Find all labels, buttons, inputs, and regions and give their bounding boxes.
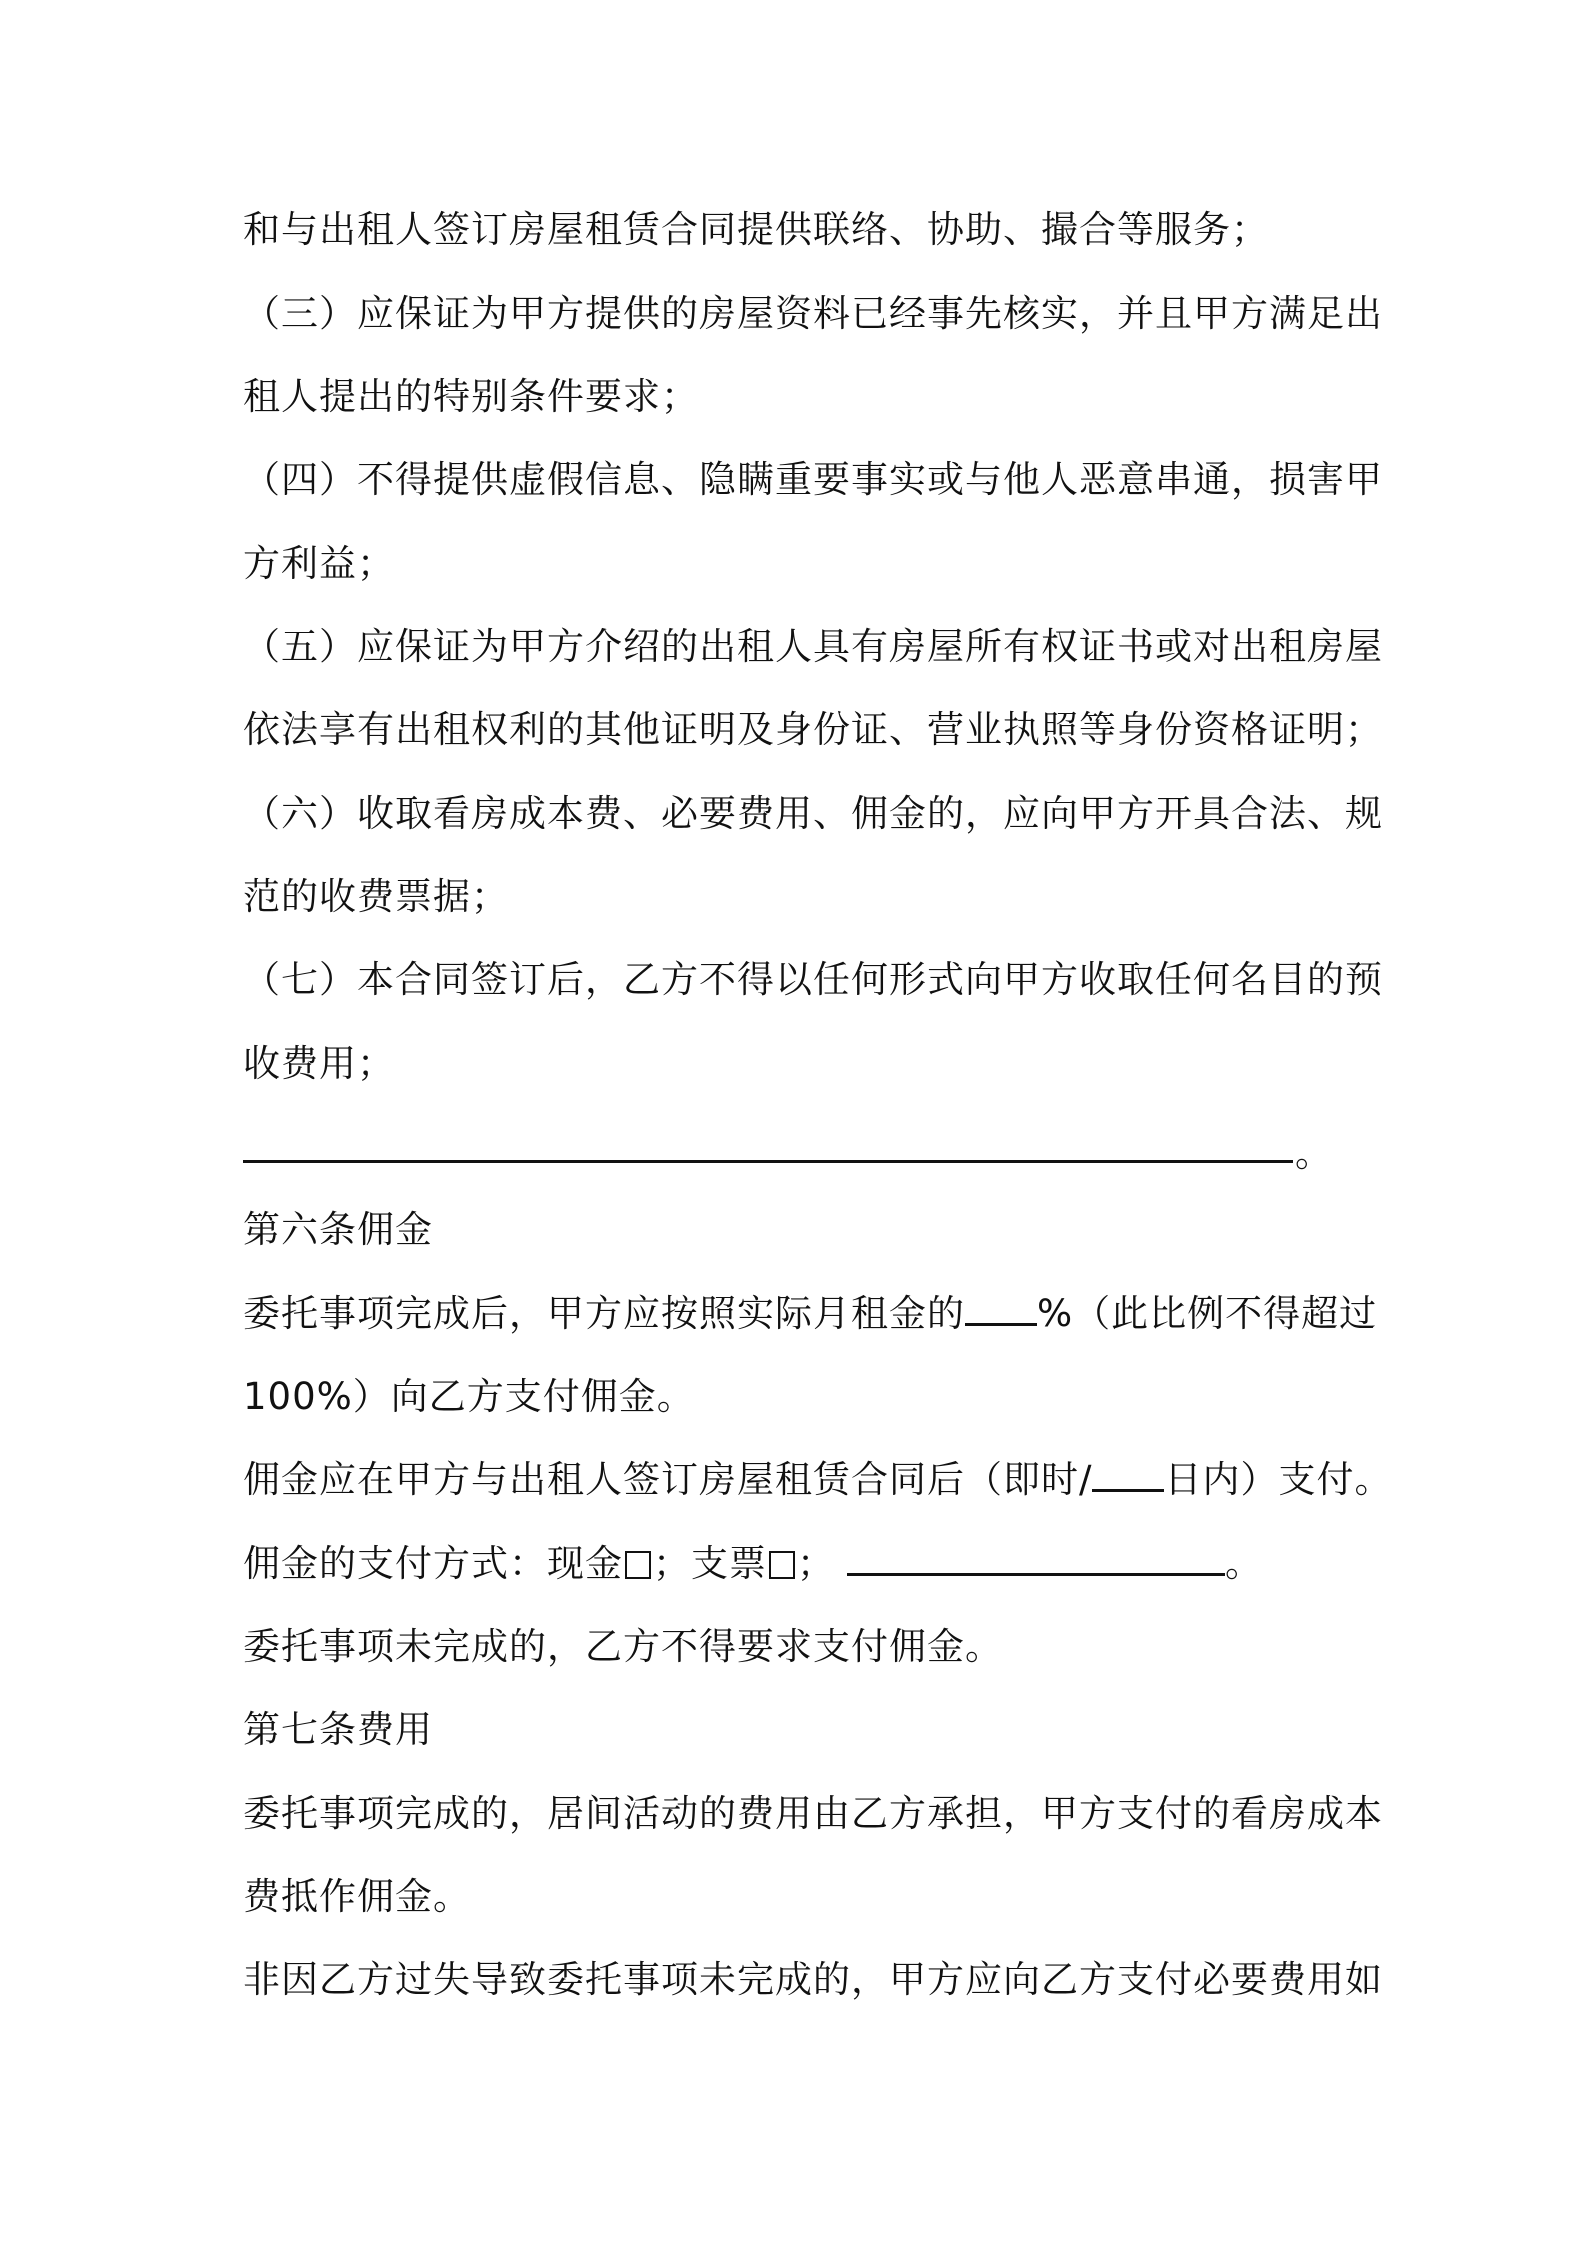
clause-3-line-1: （三）应保证为甲方提供的房屋资料已经事先核实，并且甲方满足出: [243, 292, 1383, 335]
days-blank: [1092, 1459, 1164, 1492]
article-6-title: 第六条佣金: [243, 1208, 433, 1251]
article-6-para-1-text-a: 委托事项完成后，甲方应按照实际月租金的: [243, 1292, 965, 1335]
clause-6-line-1: （六）收取看房成本费、必要费用、佣金的，应向甲方开具合法、规: [243, 792, 1383, 835]
commission-percent-blank: [965, 1293, 1037, 1326]
clause-4-line-2: 方利益；: [243, 542, 395, 585]
clause-3-line-2: 租人提出的特别条件要求；: [243, 375, 699, 418]
body-line: 和与出租人签订房屋租赁合同提供联络、协助、撮合等服务；: [243, 208, 1269, 251]
clause-4-line-1: （四）不得提供虚假信息、隐瞒重要事实或与他人恶意串通，损害甲: [243, 458, 1383, 501]
clause-7-line-1: （七）本合同签订后，乙方不得以任何形式向甲方收取任何名目的预: [243, 958, 1383, 1001]
blank-line-period: 。: [1295, 1132, 1333, 1175]
article-6-para-2-text-b: 日内）支付。: [1164, 1458, 1393, 1501]
article-7-para-1-cont: 费抵作佣金。: [243, 1875, 471, 1918]
clause-5-line-1: （五）应保证为甲方介绍的出租人具有房屋所有权证书或对出租房屋: [243, 625, 1383, 668]
article-6-para-3: [243, 1542, 1263, 1586]
article-7-para-2: 非因乙方过失导致委托事项未完成的，甲方应向乙方支付必要费用如: [243, 1958, 1383, 2001]
cheque-checkbox[interactable]: [769, 1551, 795, 1579]
payment-method-label: 佣金的支付方式：现金: [243, 1542, 623, 1585]
article-7-para-1: 委托事项完成的，居间活动的费用由乙方承担，甲方支付的看房成本: [243, 1792, 1383, 1835]
article-6-para-1-text-b: %（此比例不得超过: [1037, 1292, 1378, 1335]
article-6-para-1-cont: 100%）向乙方支付佣金。: [243, 1375, 695, 1418]
clause-7-line-2: 收费用；: [243, 1042, 395, 1085]
article-6-para-4: 委托事项未完成的，乙方不得要求支付佣金。: [243, 1625, 1003, 1668]
other-method-blank: [847, 1543, 1225, 1576]
period: 。: [1225, 1542, 1263, 1585]
article-7-title: 第七条费用: [243, 1708, 433, 1751]
clause-5-line-2: 依法享有出租权利的其他证明及身份证、营业执照等身份资格证明；: [243, 708, 1383, 751]
article-6-para-2-text-a: 佣金应在甲方与出租人签订房屋租赁合同后（即时/: [243, 1458, 1093, 1501]
article-6-para-1: [243, 1292, 1377, 1336]
clause-6-line-2: 范的收费票据；: [243, 875, 509, 918]
cash-checkbox[interactable]: [625, 1551, 651, 1579]
blank-fill-line: [243, 1160, 1293, 1163]
article-6-para-2: [243, 1458, 1392, 1502]
cheque-label: ；支票: [653, 1542, 767, 1585]
separator: ；: [797, 1542, 835, 1585]
